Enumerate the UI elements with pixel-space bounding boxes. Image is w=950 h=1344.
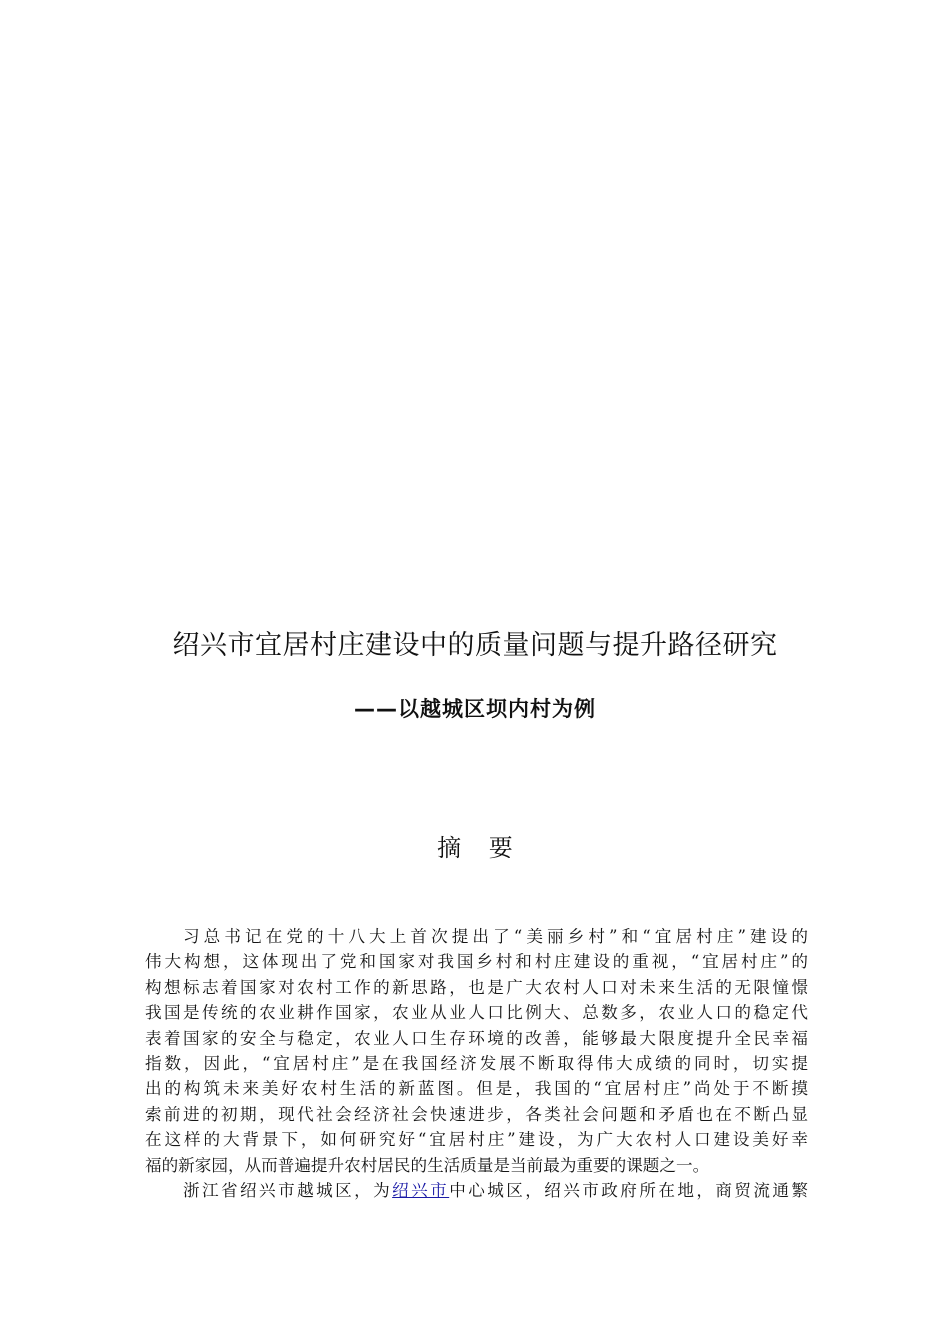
paragraph2-text-after: 中心城区，绍兴市政府所在地，商贸流通繁 [449,1180,809,1200]
abstract-line: 在这样的大背景下，如何研究好“宜居村庄”建设，为广大农村人口建设美好幸 [145,1130,808,1150]
abstract-line: 习总书记在党的十八大上首次提出了“美丽乡村”和“宜居村庄”建设的 [183,927,808,946]
document-subtitle: ——以越城区坝内村为例 [354,697,596,721]
abstract-line: 构想标志着国家对农村工作的新思路，也是广大农村人口对未来生活的无限憧憬 [145,977,808,997]
paragraph2-text-before: 浙江省绍兴市越城区，为 [183,1180,393,1200]
abstract-heading: 摘 要 [437,834,523,862]
abstract-line: 伟大构想，这体现出了党和国家对我国乡村和村庄建设的重视，“宜居村庄”的 [145,952,808,972]
abstract-line: 索前进的初期，现代社会经济社会快速进步，各类社会问题和矛盾也在不断凸显 [145,1104,808,1124]
abstract-line: 我国是传统的农业耕作国家，农业从业人口比例大、总数多，农业人口的稳定代 [145,1003,808,1023]
document-title: 绍兴市宜居村庄建设中的质量问题与提升路径研究 [172,630,778,661]
abstract-body [145,924,808,1203]
abstract-line: 福的新家园，从而普遍提升农村居民的生活质量是当前最为重要的课题之一。 [145,1155,710,1175]
abstract-line: 指数，因此，“宜居村庄”是在我国经济发展不断取得伟大成绩的同时，切实提 [145,1053,808,1073]
abstract-line: 出的构筑未来美好农村生活的新蓝图。但是，我国的“宜居村庄”尚处于不断摸 [145,1079,808,1099]
paragraph2-line [145,1178,808,1203]
abstract-line: 表着国家的安全与稳定，农业人口生存环境的改善，能够最大限度提升全民幸福 [145,1028,808,1048]
shaoxing-city-link[interactable]: 绍兴市 [392,1180,450,1200]
